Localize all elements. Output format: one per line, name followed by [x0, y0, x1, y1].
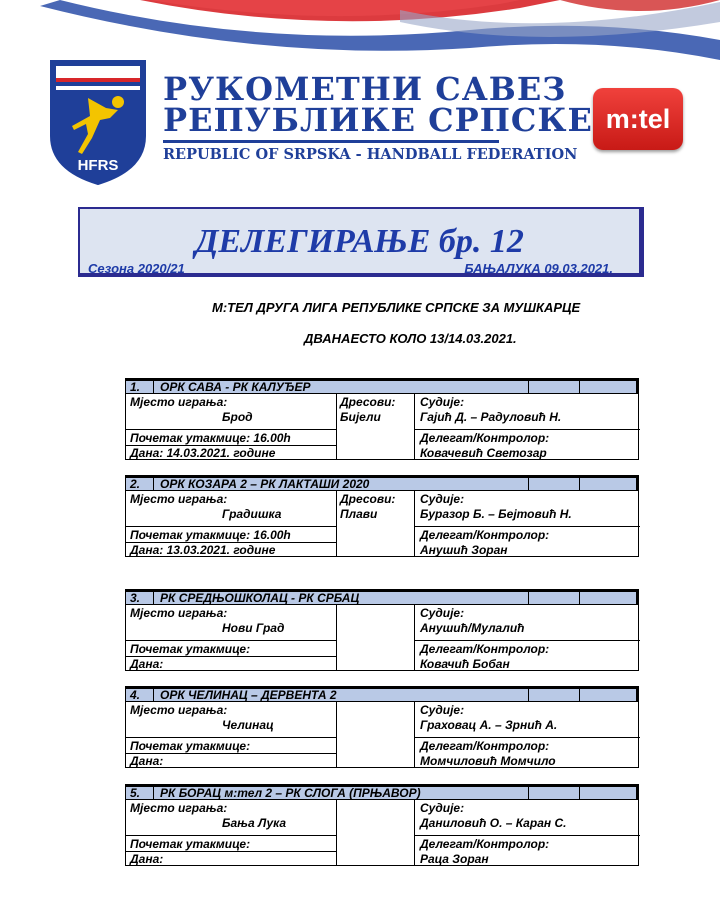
match-number: 2. — [126, 478, 154, 490]
header-cell — [528, 381, 580, 393]
delegation-box — [78, 207, 644, 277]
venue-cell — [126, 702, 337, 767]
venue-label: Мјесто играња: — [130, 703, 228, 717]
referees-label: Судије: — [420, 606, 465, 620]
venue-label: Мјесто играња: — [130, 395, 228, 409]
kickoff: Почетак утакмице: — [130, 837, 251, 851]
jerseys-label: Дресови: — [340, 492, 396, 506]
divider — [414, 640, 640, 641]
match-number: 1. — [126, 381, 154, 393]
jerseys-cell — [336, 605, 415, 670]
divider — [126, 640, 336, 641]
match-details — [125, 702, 639, 768]
delegate-label: Делегат/Контролор: — [420, 642, 550, 656]
league-name: M:ТЕЛ ДРУГА ЛИГА РЕПУБЛИКЕ СРПСКЕ ЗА МУШКАРЦЕ — [212, 300, 581, 315]
divider — [126, 737, 336, 738]
match-date: Дана: — [130, 657, 164, 671]
place-date: БАЊАЛУКА 09.03.2021. — [464, 261, 613, 276]
match-header — [125, 686, 639, 702]
federation-name-en: REPUBLIC OF SRPSKA - HANDBALL FEDERATION — [163, 146, 578, 163]
kickoff: Почетак утакмице: 16.00h — [130, 528, 291, 542]
delegate-label: Делегат/Контролор: — [420, 528, 550, 542]
jerseys-value: Плави — [340, 507, 378, 521]
divider — [414, 429, 640, 430]
match-date: Дана: — [130, 852, 164, 866]
delegate-label: Делегат/Контролор: — [420, 739, 550, 753]
flag-banner — [0, 0, 720, 60]
sponsor-logo: m:tel — [593, 88, 683, 150]
match-teams: ОРК КОЗАРА 2 – РК ЛАКТАШИ 2020 — [160, 477, 370, 491]
venue-value: Бања Лука — [222, 816, 287, 830]
delegate-value: Ковачић Бобан — [420, 657, 510, 671]
jerseys-cell — [336, 491, 415, 556]
venue-cell — [126, 491, 337, 556]
referees-value: Анушић/Мулалић — [420, 621, 525, 635]
referees-value: Гајић Д. – Радуловић Н. — [420, 410, 562, 424]
match-number: 3. — [126, 592, 154, 604]
match-date: Дана: — [130, 754, 164, 768]
divider — [126, 526, 336, 527]
delegate-value: Раца Зоран — [420, 852, 489, 866]
match-header — [125, 378, 639, 394]
header-cell — [528, 689, 580, 701]
referees-value: Граховац А. – Зрнић А. — [420, 718, 558, 732]
match-details — [125, 491, 639, 557]
delegate-value: Анушић Зоран — [420, 543, 508, 557]
kickoff: Почетак утакмице: 16.00h — [130, 431, 291, 445]
delegate-value: Ковачевић Светозар — [420, 446, 547, 460]
delegation-title: ДЕЛЕГИРАЊЕ бр. 12 — [195, 223, 524, 260]
referees-label: Судије: — [420, 703, 465, 717]
match-header — [125, 784, 639, 800]
federation-name-line1: РУКОМЕТНИ САВЕЗ — [163, 70, 567, 108]
match-date: Дана: 13.03.2021. године — [130, 543, 276, 557]
match-table — [125, 378, 639, 460]
match-table — [125, 784, 639, 866]
match-header — [125, 475, 639, 491]
header-cell — [528, 592, 580, 604]
venue-value: Брод — [222, 410, 253, 424]
federation-name — [163, 70, 593, 139]
header-cell — [528, 787, 580, 799]
kickoff: Почетак утакмице: — [130, 642, 251, 656]
match-number: 5. — [126, 787, 154, 799]
divider — [414, 737, 640, 738]
divider — [414, 526, 640, 527]
round-title: ДВАНАЕСТО КОЛО 13/14.03.2021. — [304, 331, 517, 346]
venue-cell — [126, 394, 337, 459]
jerseys-cell — [336, 800, 415, 865]
match-teams: ОРК САВА - РК КАЛУЂЕР — [160, 380, 311, 394]
match-teams: РК СРЕДЊОШКОЛАЦ - РК СРБАЦ — [160, 591, 360, 605]
match-details — [125, 605, 639, 671]
venue-value: Градишка — [222, 507, 282, 521]
venue-value: Нови Град — [222, 621, 285, 635]
match-number: 4. — [126, 689, 154, 701]
referees-label: Судије: — [420, 492, 465, 506]
referees-value: Даниловић О. – Каран С. — [420, 816, 567, 830]
venue-cell — [126, 605, 337, 670]
venue-label: Мјесто играња: — [130, 492, 228, 506]
match-teams: ОРК ЧЕЛИНАЦ – ДЕРВЕНТА 2 — [160, 688, 337, 702]
match-date: Дана: 14.03.2021. године — [130, 446, 276, 460]
match-details — [125, 800, 639, 866]
divider — [163, 140, 499, 143]
venue-label: Мјесто играња: — [130, 801, 228, 815]
venue-label: Мјесто играња: — [130, 606, 228, 620]
venue-value: Челинац — [222, 718, 274, 732]
referees-value: Буразор Б. – Бејтовић Н. — [420, 507, 572, 521]
match-header — [125, 589, 639, 605]
referees-label: Судије: — [420, 395, 465, 409]
match-table — [125, 589, 639, 671]
delegate-label: Делегат/Контролор: — [420, 431, 550, 445]
kickoff: Почетак утакмице: — [130, 739, 251, 753]
header-cell — [528, 478, 580, 490]
match-table — [125, 475, 639, 557]
jerseys-label: Дресови: — [340, 395, 396, 409]
referees-label: Судије: — [420, 801, 465, 815]
divider — [414, 835, 640, 836]
federation-name-line2: РЕПУБЛИКЕ СРПСКЕ — [163, 101, 593, 139]
match-table — [125, 686, 639, 768]
jerseys-cell — [336, 702, 415, 767]
match-teams: РК БОРАЦ м:тел 2 – РК СЛОГА (ПРЊАВОР) — [160, 786, 421, 800]
season: Сезона 2020/21 — [88, 261, 185, 276]
jerseys-cell — [336, 394, 415, 459]
jerseys-value: Бијели — [340, 410, 381, 424]
divider — [126, 429, 336, 430]
venue-cell — [126, 800, 337, 865]
delegate-value: Момчиловић Момчило — [420, 754, 556, 768]
match-details — [125, 394, 639, 460]
divider — [126, 835, 336, 836]
hfrs-logo — [48, 58, 148, 186]
logo-abbr: HFRS — [77, 157, 119, 174]
delegate-label: Делегат/Контролор: — [420, 837, 550, 851]
